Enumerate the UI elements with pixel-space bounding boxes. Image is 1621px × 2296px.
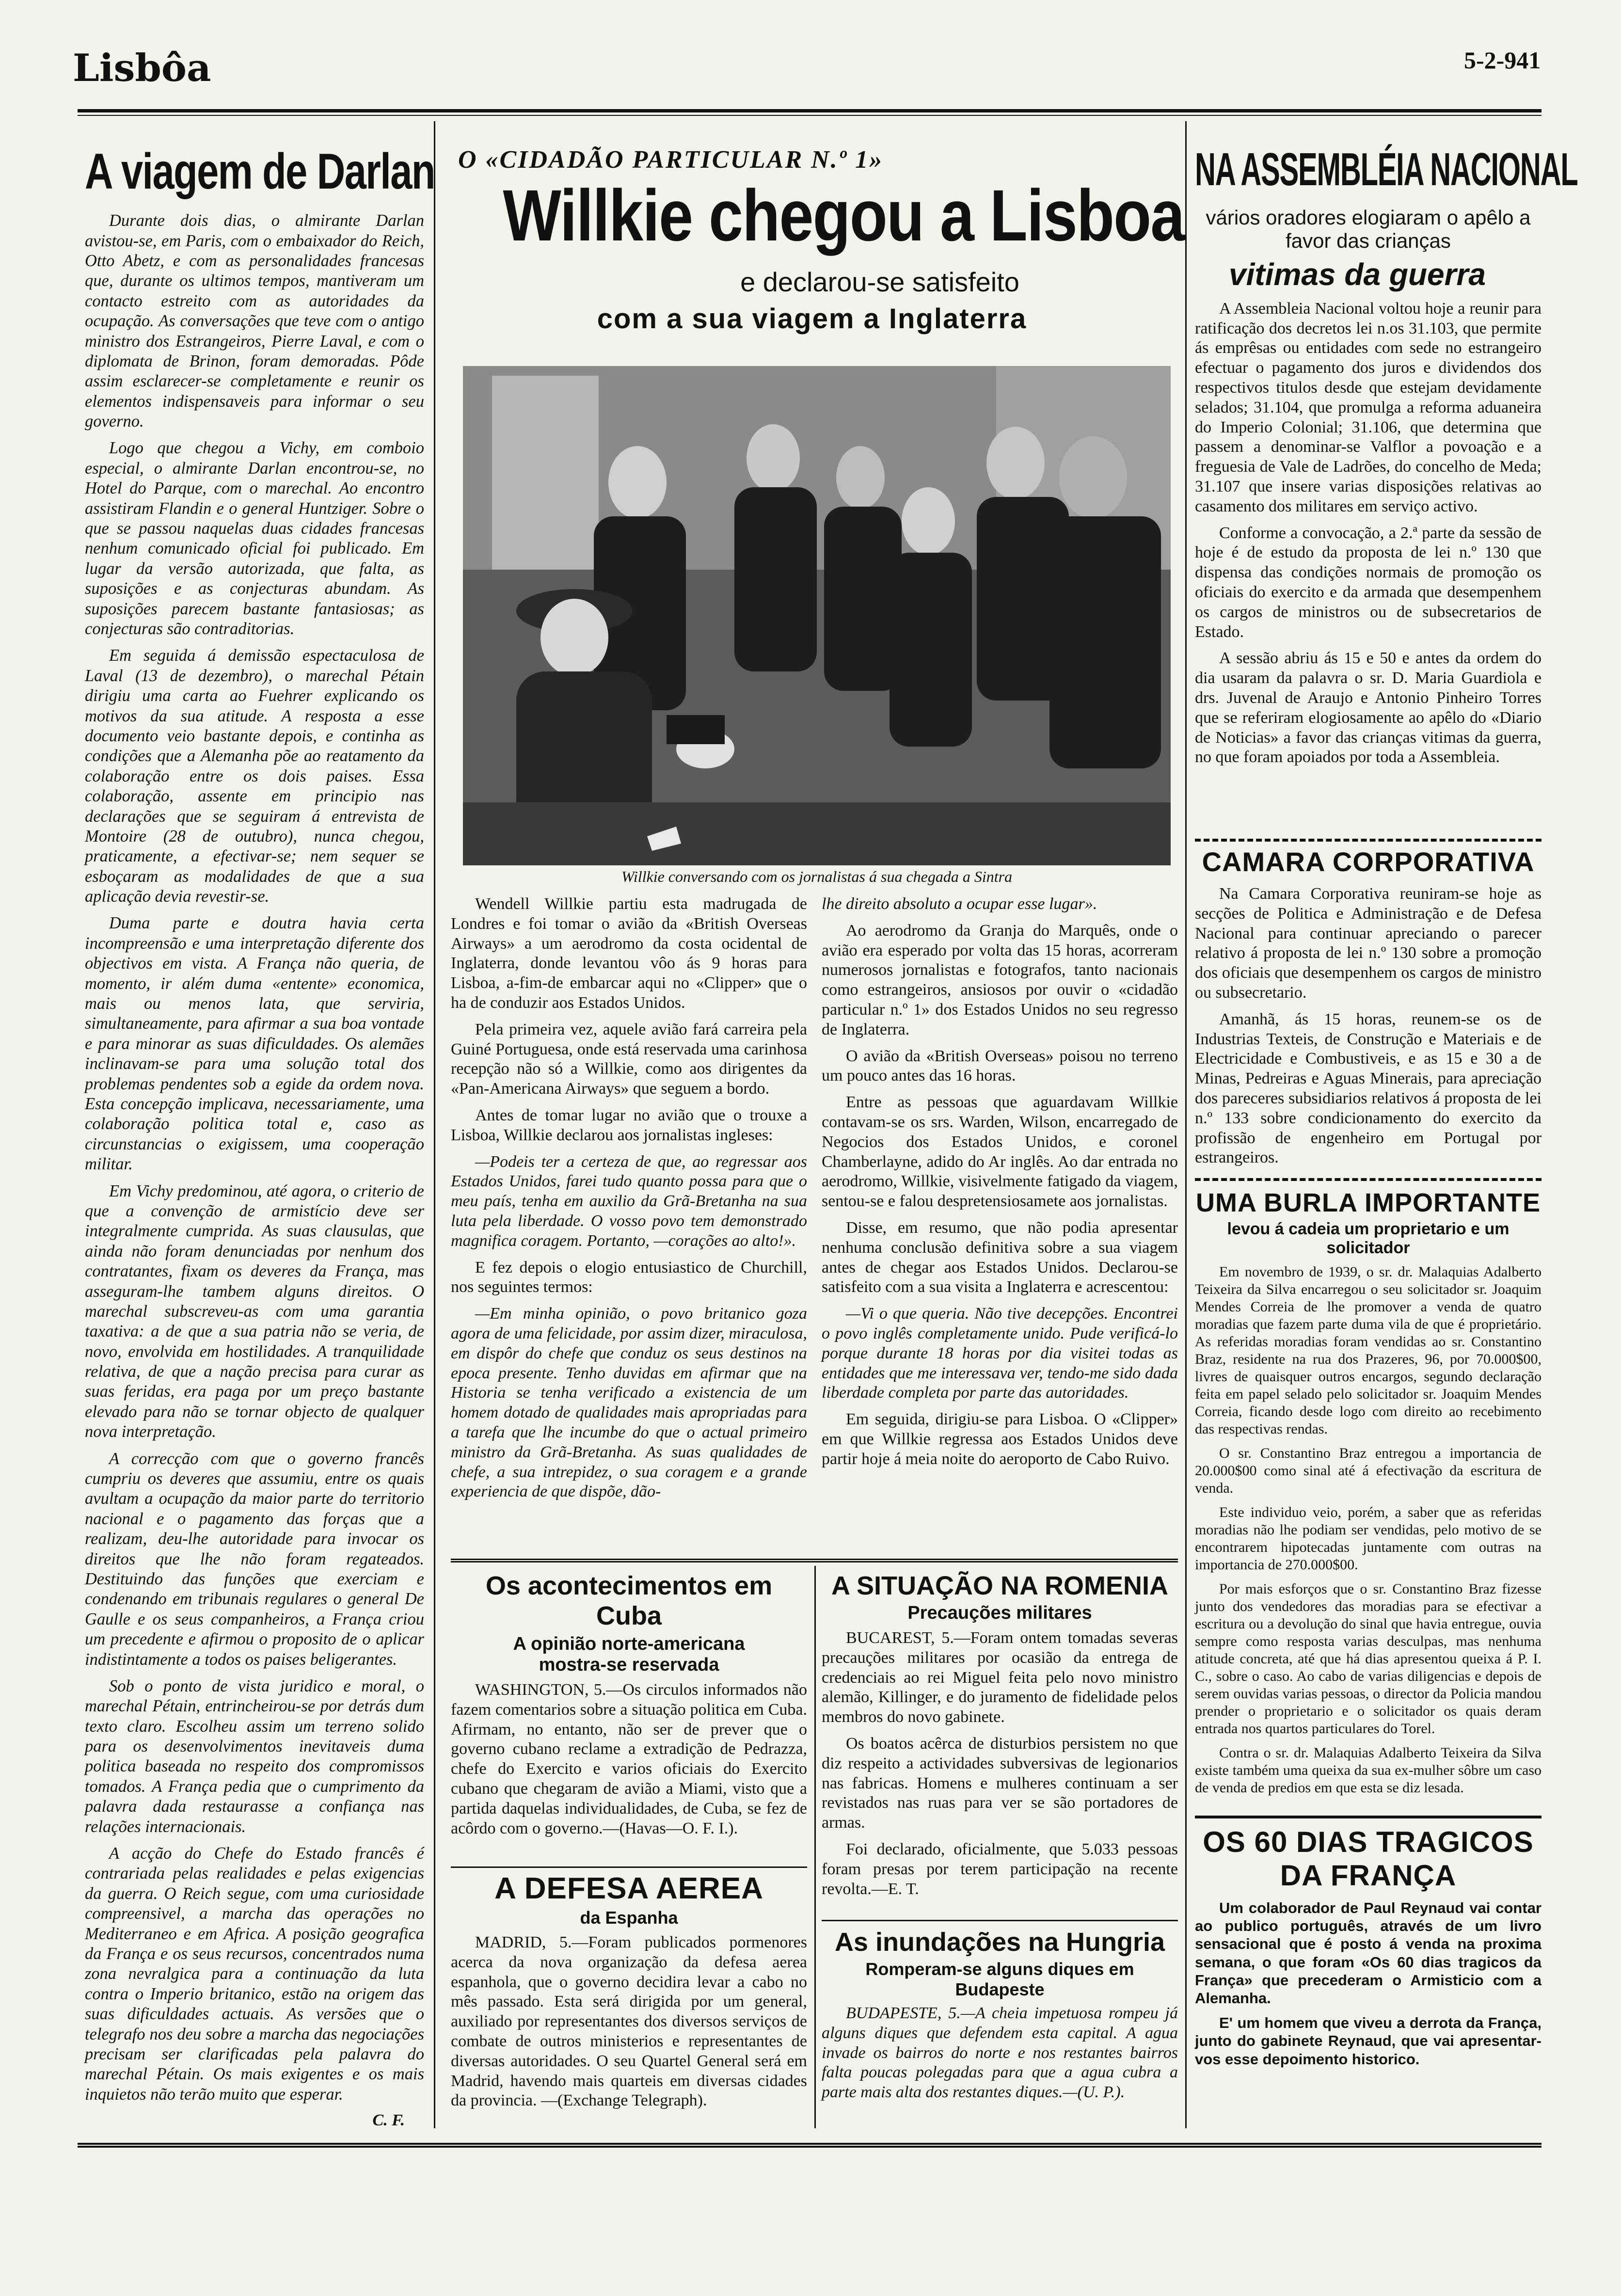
romenia-paragraph: BUCAREST, 5.—Foram ontem tomadas severas precauções militares por ocasião da entrega de credenciais ao rei Miguel feita pelo novo ministro alemão, Killinger, e do juramento de fidelidade pelos membros do novo gabinete.: [822, 1629, 1178, 1726]
willkie-paragraph: Ao aerodromo da Granja do Marquês, onde o avião era esperado por volta das 15 horas, acorreram numerosos jornalistas e fotografos, tanto nacionais como estrangeiros, ansiosos por ouvir o «cidadão particular n.º 1» dos Estados Unidos no seu regresso de Inglaterra.: [822, 921, 1178, 1038]
darlan-paragraph: Durante dois dias, o almirante Darlan avistou-se, em Paris, com o embaixador do Reich, Otto Abetz, e com as personalidades francesas que, durante os ultimos tempos, mantiveram um contacto estreito com as autoridades da ocupação. As conversações que teve com o antigo ministro dos Estrangeiros, Pierre Laval, e com o diplomata de Brinon, foram demoradas. Pôde assim esclarecer-se completamente e reunir os elementos indispensaveis para informar o seu governo.: [85, 211, 424, 431]
darlan-paragraph: Em Vichy predominou, até agora, o criterio de que a convenção de armistício deve ser integralmente cumprida. As suas clausulas, que ainda não foram denunciadas por nenhum dos contratantes, fixam os deveres da França, mas asseguram-lhe tambem alguns direitos. O marechal subscreveu-as com uma garantia taxativa: a de que a sua patria não se veria, de novo, envolvida em hostilidades. A tranquilidade relativa, de que a nação precisa para curar as suas feridas, era paga por um preço bastante elevado para não se tornar objecto de qualquer nova interpretação.: [85, 1181, 424, 1441]
section-divider: [451, 1866, 807, 1868]
willkie-paragraph: Disse, em resumo, que não podia apresentar nenhuma conclusão definitiva sobre a sua viagem antes de chegar aos Estados Unidos. Declarou-se satisfeito com a sua visita a Inglaterra e acrescentou:: [822, 1218, 1178, 1296]
paper-name: Lisbôa: [73, 46, 211, 90]
willkie-header: [448, 145, 1184, 335]
assembleia-subhead: vários oradores elogiaram o apêlo a favor das crianças: [1206, 206, 1531, 252]
sessenta-headline-2: DA FRANÇA: [1280, 1859, 1457, 1892]
defesa-text: MADRID, 5.—Foram publicados pormenores acerca da nova organização da defesa aerea espanhola, que o governo decidira levar a cabo no mês passado. Esta será dirigida por um general, auxiliado por representantes dos diversos serviços de combate de outros ministerios e representantes de diversas autoridades. O seu Quartel General será em Madrid, havendo mais quarteis em diversas cidades da provincia. —(Exchange Telegraph).: [451, 1933, 807, 2110]
defesa-article: [451, 1871, 807, 2118]
assembleia-headline: NA ASSEMBLÉIA NACIONAL: [1195, 144, 1578, 195]
assembleia-subhead-big: vitimas da guerra: [1229, 256, 1486, 292]
hungria-subhead: Romperam-se alguns diques em Budapeste: [865, 1959, 1134, 1999]
willkie-column-2: [822, 894, 1178, 1476]
darlan-paragraph: Sob o ponto de vista juridico e moral, o marechal Pétain, entrincheirou-se por detrás dum texto claro. Escolheu assim um terreno solido para os desenvolvimentos inevitaveis duma politica baseada no respeito dos compromissos tomados. A França pedia que o cumprimento da palavra dada restaurasse a confiança nas relações internacionais.: [85, 1676, 424, 1836]
romenia-article: [822, 1571, 1178, 1906]
willkie-quote-cont: lhe direito absoluto a ocupar esse lugar».: [822, 895, 1097, 913]
burla-headline: UMA BURLA IMPORTANTE: [1196, 1188, 1541, 1217]
burla-paragraph: Em novembro de 1939, o sr. dr. Malaquias Adalberto Teixeira da Silva encarregou o seu solicitador sr. Joaquim Mendes Correia de lhe promover a venda de quatro moradias que fazem parte duma vila de que é proprietário. As referidas moradias foram vendidas ao sr. Constantino Braz, residente na rua dos Prazeres, 96, por 70.000$00, livres de quaisquer outros encargos, segundo declaração feita em papel selado pelo solicitador sr. Joaquim Mendes Correia, ficando desde logo com direito ao recebimento das respectivas rendas.: [1195, 1264, 1542, 1437]
willkie-subhead-1: e declarou-se satisfeito: [740, 267, 1019, 297]
section-divider: [451, 1559, 1178, 1563]
burla-paragraph: Por mais esforços que o sr. Constantino Braz fizesse junto dos vendedores das moradias para se efectivar a escritura ou a devolução do sinal que havia entregue, ouvia sempre como resposta varias desculpas, mas nenhuma atitude concreta, até que há dias apresentou queixa á P. I. C., sobre o caso. Ao cabo de varias diligencias e depois de serem ouvidas varias pessoas, o director da Policia mandou prender o proprietario e o solicitador os quais deram entrada nos quartos particulares do Torel.: [1195, 1581, 1542, 1737]
willkie-paragraph: O avião da «British Overseas» poisou no terreno um pouco antes das 16 horas.: [822, 1047, 1178, 1085]
darlan-signature: C. F.: [372, 2111, 405, 2130]
willkie-paragraph: Antes de tomar lugar no avião que o trouxe a Lisboa, Willkie declarou aos jornalistas ingleses:: [451, 1106, 807, 1144]
willkie-headline: Willkie chegou a Lisboa: [503, 175, 1184, 256]
sessenta-paragraph: Um colaborador de Paul Reynaud vai contar ao publico português, através de um livro sensacional que é posto á venda na proxima semana, o que foram «Os 60 dias tragicos da França» que precederam o Armisticio com a Alemanha.: [1195, 1899, 1542, 2007]
burla-subhead: levou á cadeia um proprietario e um solicitador: [1227, 1220, 1510, 1257]
romenia-subhead: Precauções militares: [907, 1603, 1092, 1623]
darlan-article: [85, 144, 435, 2130]
column-divider: [1185, 121, 1187, 2128]
assembleia-paragraph: A sessão abriu ás 15 e 50 e antes da ordem do dia usaram da palavra o sr. D. Maria Guardiola e drs. Juvenal de Araujo e Antonio Pinheiro Torres que se referiram elogiosamente ao apêlo do «Diario de Noticias» a favor das crianças vitimas da guerra, no que foram apoiados por toda a Assembleia.: [1195, 649, 1542, 766]
defesa-subhead: da Espanha: [580, 1908, 678, 1928]
willkie-paragraph: Wendell Willkie partiu esta madrugada de Londres e foi tomar o avião da «British Overseas Airways» a um aerodromo da costa ocidental de Inglaterra, donde levantou vôo ás 9 horas para Lisboa, a-fim-de embarcar aqui no «Clipper» que o ha de conduzir aos Estados Unidos.: [451, 895, 807, 1012]
camara-article: [1195, 846, 1542, 1175]
hungria-headline: As inundações na Hungria: [834, 1928, 1165, 1957]
cuba-article: [451, 1571, 807, 1845]
column-divider: [814, 1566, 816, 2128]
cuba-subhead: A opinião norte-americana mostra-se reservada: [513, 1634, 745, 1675]
darlan-paragraph: Em seguida á demissão espectaculosa de Laval (13 de dezembro), o marechal Pétain dirigiu uma carta ao Fuehrer explicando os motivos da sua atitude. A resposta a esse documento veio bastante depois, e continha as condições que a Alemanha põe ao reatamento da colaboração entre os dois paises. Essa colaboração, assente em principio nas declarações que se seguiram á entrevista de Montoire (28 de outubro), nunca chegou, praticamente, a efectivar-se; nem sequer se esboçaram as modalidades de que a sua aplicação devia revestir-se.: [85, 646, 424, 906]
willkie-column-1: [451, 894, 807, 1509]
section-divider: [1195, 1178, 1542, 1181]
darlan-paragraph: Logo que chegou a Vichy, em comboio especial, o almirante Darlan encontrou-se, no Hotel do Parque, com o marechal. Ao encontro assistiram Flandin e o general Huntziger. Sobre o que se passou naquelas duas cidades francesas nenhum comunicado oficial foi publicado. Em lugar da versão autorizada, que falta, as suposições e as conjecturas abundam. As suposições parecem bastante fantasiosas; as conjecturas são contraditorias.: [85, 439, 424, 638]
willkie-quote: —Vi o que queria. Não tive decepções. Encontrei o povo inglês completamente unido. Pude verificá-lo porque durante 18 horas por dia visitei todas as entidades que me interessava ver, tendo-me sido dada liberdade completa por parte das autoridades.: [822, 1305, 1178, 1402]
willkie-paragraph: E fez depois o elogio entusiastico de Churchill, nos seguintes termos:: [451, 1258, 807, 1296]
hungria-article: [822, 1927, 1178, 2109]
willkie-subhead-2: com a sua viagem a Inglaterra: [597, 303, 1027, 335]
darlan-headline: A viagem de Darlan: [85, 144, 435, 200]
willkie-quote: —Em minha opinião, o povo britanico goza agora de uma felicidade, por assim dizer, miraculosa, em dispôr do chefe que conduz os seus destinos na epoca presente. Tenho duvidas em afirmar que na Historia se tenha verificado a existencia de um homem dotado de qualidades mais apropriadas para a tarefa que lhe incumbe do que o actual primeiro ministro da Grã-Bretanha. As suas qualidades de chefe, a sua intrepidez, o sua coragem e a grande experiencia de que dispõe, dão-: [451, 1305, 807, 1501]
masthead-rule-thin: [78, 115, 1542, 116]
defesa-headline: A DEFESA AEREA: [494, 1872, 763, 1905]
romenia-headline: A SITUAÇÃO NA ROMENIA: [831, 1571, 1168, 1600]
burla-article: [1195, 1188, 1542, 1803]
willkie-photo: [463, 366, 1171, 865]
photo-illustration: [463, 366, 1171, 865]
camara-paragraph: Amanhã, ás 15 horas, reunem-se os de Industrias Texteis, de Construção e Materiais e de Electricidade e Combustiveis, e as 15 e 30 a de Minas, Pedreiras e Aguas Minerais, para apreciação dos pareceres subsidiarios relativos á proposta de lei n.º 133 sobre condicionamento do exercito da profissão de engenheiro em Portugal por estrangeiros.: [1195, 1010, 1542, 1167]
willkie-paragraph: Pela primeira vez, aquele avião fará carreira pela Guiné Portuguesa, onde está reservada uma carinhosa recepção não só a Willkie, como aos dirigentes da «Pan-Americana Airways» que seguem a bordo.: [451, 1020, 807, 1098]
cuba-headline: Os acontecimentos em Cuba: [485, 1571, 773, 1630]
romenia-paragraph: Foi declarado, oficialmente, que 5.033 pessoas foram presas por terem participação na recente revolta.—E. T.: [822, 1840, 1178, 1898]
assembleia-paragraph: Conforme a convocação, a 2.ª parte da sessão de hoje é de estudo da proposta de lei n.º 130 que dispensa das condições normais de promoção os oficiais do exercito e da armada que desempenhem os cargos de ministros ou de subsecretarios de Estado.: [1195, 524, 1542, 641]
photo-caption: Willkie conversando com os jornalistas á sua chegada a Sintra: [621, 868, 1013, 885]
assembleia-article: [1195, 144, 1578, 774]
section-divider: [1195, 839, 1542, 842]
hungria-text: BUDAPESTE, 5.—A cheia impetuosa rompeu já alguns diques que defendem esta capital. A agua invade os bairros do norte e nos restantes bairros falta poucas polegadas para que a agua cubra a parte mais alta dos restantes diques.—(U. P.).: [822, 2004, 1178, 2102]
bottom-rule: [78, 2143, 1542, 2148]
sessenta-article: [1195, 1825, 1542, 2075]
willkie-paragraph: Em seguida, dirigiu-se para Lisboa. O «Clipper» em que Willkie regressa aos Estados Unidos deve partir hoje á meia noite do aeroporto de Cabo Ruivo.: [822, 1410, 1178, 1468]
darlan-paragraph: A acção do Chefe do Estado francês é contrariada pelas realidades e pelas exigencias da guerra. O Reich segue, com uma curiosidade compreensivel, a marcha das operações no Mediterraneo e em Africa. A posição geografica da França e os seus recursos, concentrados numa zona nevralgica para a continuação da luta contra o Imperio britanico, estão na origem das suas dificuldades actuais. As versões que o telegrafo nos deu sobre a marcha das negociações precisam ser clarificadas pela palavra do marechal Pétain. Os mais exigentes e os mais inquietos não terão muito que esperar.: [85, 1844, 424, 2104]
camara-paragraph: Na Camara Corporativa reuniram-se hoje as secções de Politica e Administração e de Defesa Nacional para continuar apreciando o parecer relativo á proposta de lei n.º 130 sobre a promoção dos oficiais que desempenhem os cargos de ministro ou subsecretario.: [1195, 885, 1542, 1002]
cuba-text: WASHINGTON, 5.—Os circulos informados não fazem comentarios sobre a situação politica em Cuba. Afirmam, no entanto, não ser de prever que o governo cubano reclame a extradição de Pedrazza, chefe do Exercito e varios oficiais do Exercito cubano que chegaram de avião a Miami, visto que a partida daquelas individualidades, de Cuba, se fez de acôrdo com o governo.—(Havas—O. F. I.).: [451, 1681, 807, 1837]
willkie-paragraph: Entre as pessoas que aguardavam Willkie contavam-se os srs. Warden, Wilson, encarregado de Negocios dos Estados Unidos, e coronel Chamberlayne, adido do Ar inglês. Ao dar entrada no aerodromo, Willkie, visivelmente fatigado da viagem, sentou-se e falou despretensiosamete aos jornalistas.: [822, 1093, 1178, 1211]
assembleia-paragraph: A Assembleia Nacional voltou hoje a reunir para ratificação dos decretos lei n.os 31.103, que permite ás emprêsas ou entidades com sede no estrangeiro efectuar o pagamento dos juros e dividendos dos respectivos titulos desde que estejam devidamente selados; 31.104, que promulga a reforma aduaneira do Imperio Colonial; 31.106, que determina que passem a denominar-se Valflor a povoação e a freguesia de Vale de Ladrões, do concelho de Meda; 31.107 que insere varias disposições relativas ao casamento dos militares em serviço activo.: [1195, 299, 1542, 515]
sessenta-paragraph: E' um homem que viveu a derrota da França, junto do gabinete Reynaud, que vai apresentar-vos esse depoimento historico.: [1195, 2014, 1542, 2068]
willkie-kicker: O «CIDADÃO PARTICULAR N.º 1»: [458, 146, 884, 174]
willkie-quote: —Podeis ter a certeza de que, ao regressar aos Estados Unidos, farei tudo quanto possa para que o meu país, tenha em auxilio da Grã-Bretanha na sua luta pela liberdade. O vosso povo tem demonstrado magnifica coragem. Portanto, —corações ao alto!».: [451, 1152, 807, 1250]
sessenta-headline-1: OS 60 DIAS TRAGICOS: [1203, 1826, 1534, 1858]
burla-paragraph: Este individuo veio, porém, a saber que as referidas moradias não lhe podiam ser vendidas, pelo motivo de se encontrarem hipotecadas juntamente com outras na importancia de 270.000$00.: [1195, 1504, 1542, 1573]
column-divider: [434, 121, 435, 2128]
darlan-paragraph: A correcção com que o governo francês cumpriu os deveres que assumiu, entre os quais avultam a ocupação da maior parte do territorio nacional e o pagamento das forças que a realizam, deu-lhe autoridade para invocar os direitos que lhe não foram regateados. Destituindo das funções que exerciam e condenando em tribunais regulares o general De Gaulle e os seus companheiros, a França criou um precedente e afirmou o proposito de o aplicar indistintamente a todos os paises beligerantes.: [85, 1449, 424, 1669]
page-date: 5-2-941: [1464, 47, 1541, 74]
darlan-paragraph: Duma parte e doutra havia certa incompreensão e uma interpretação diferente dos objectivos em vista. A França não queria, de momento, ir além duma «entente» economica, mais ou menos lata, que serviria, simultaneamente, para afirmar a sua boa vontade e para minorar as suas dificuldades. Os alemães inclinavam-se para uma solução total dos problemas pendentes sob a egide da ordem nova. Esta concepção implicava, necessariamente, uma colaboração politica total e, caso as circunstancias o exigissem, uma cooperação militar.: [85, 914, 424, 1174]
section-divider: [822, 1920, 1178, 1921]
burla-paragraph: Contra o sr. dr. Malaquias Adalberto Teixeira da Silva existe também uma queixa da sua ex-mulher sôbre um caso de venda de predios em que esta se diz lesada.: [1195, 1745, 1542, 1796]
camara-headline: CAMARA CORPORATIVA: [1202, 846, 1535, 877]
burla-paragraph: O sr. Constantino Braz entregou a importancia de 20.000$00 como sinal até á efectivação da escritura de venda.: [1195, 1445, 1542, 1496]
romenia-paragraph: Os boatos acêrca de disturbios persistem no que diz respeito a actividades subversivas de legionarios nas fabricas. Homens e mulheres continuam a ser revistados nas ruas para ver se são portadores de armas.: [822, 1734, 1178, 1832]
masthead-rule: [78, 109, 1542, 112]
section-divider: [1195, 1816, 1542, 1818]
